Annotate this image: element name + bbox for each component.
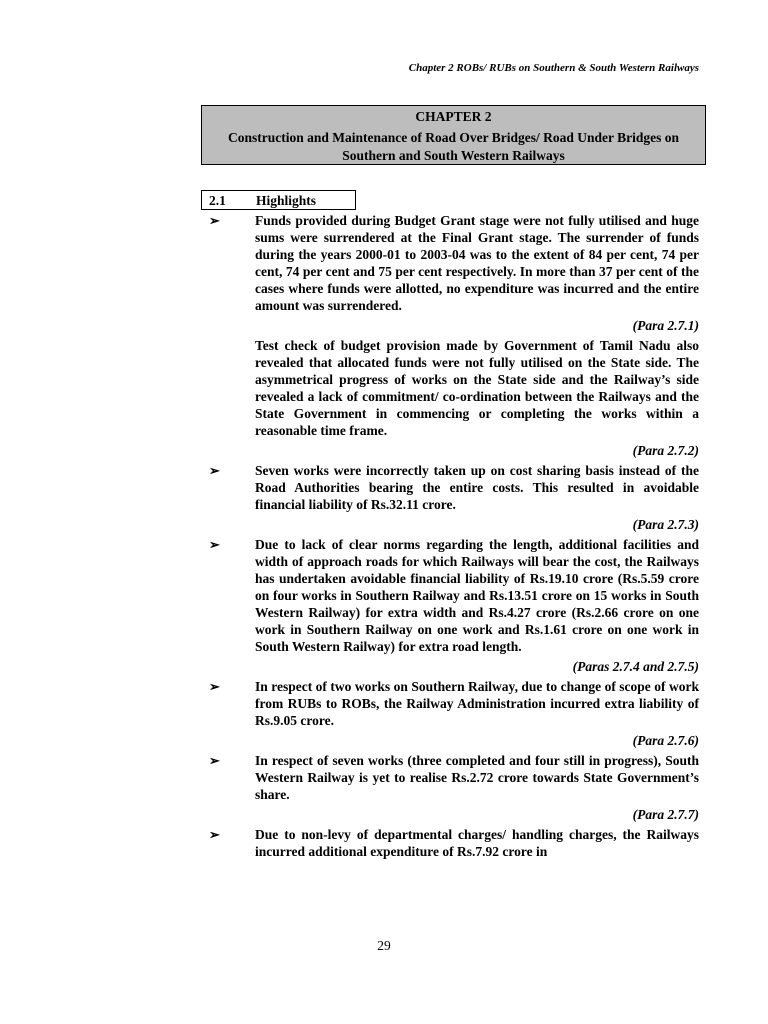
section-heading-box — [201, 190, 356, 210]
list-item — [209, 678, 699, 749]
highlights-list — [209, 212, 699, 863]
para-reference: (Paras 2.7.4 and 2.7.5) — [572, 659, 699, 674]
arrow-bullet-icon: ➢ — [209, 537, 220, 552]
chapter-title-box — [201, 105, 706, 165]
item-text: Due to lack of clear norms regarding the length, additional facilities and width of approach roads for which Railways will bear the cost, the Railways has undertaken avoidable financial liability of Rs.19.10 crore (Rs.5.59 crore on four works in Southern Railway and Rs.13.51 crore on 15 works in South Western Railway) for extra width and Rs.4.27 crore (Rs.2.66 crore on one work in Southern Railway on one work and Rs.1.61 crore on one work in South Western Railway) for extra road length. — [255, 537, 699, 654]
item-text: Seven works were incorrectly taken up on cost sharing basis instead of the Road Authorities bearing the entire costs. This resulted in avoidable financial liability of Rs.32.11 crore. — [255, 463, 699, 512]
arrow-bullet-icon: ➢ — [209, 463, 220, 478]
item-text: In respect of two works on Southern Railway, due to change of scope of work from RUBs to ROBs, the Railway Administration incurred extra liability of Rs.9.05 crore. — [255, 679, 699, 728]
section-number: 2.1 — [209, 193, 226, 208]
arrow-bullet-icon: ➢ — [209, 753, 220, 768]
chapter-number: CHAPTER 2 — [415, 109, 492, 124]
running-header: Chapter 2 ROBs/ RUBs on Southern & South Western Railways — [408, 62, 699, 74]
item-text: Due to non-levy of departmental charges/ handling charges, the Railways incurred additional expenditure of Rs.7.92 crore in — [255, 827, 699, 859]
item-text: In respect of seven works (three completed and four still in progress), South Western Railway is yet to realise Rs.2.72 crore towards State Government’s share. — [255, 753, 699, 802]
para-reference: (Para 2.7.7) — [632, 807, 699, 822]
list-item — [209, 462, 699, 533]
arrow-bullet-icon: ➢ — [209, 827, 220, 842]
chapter-title: Construction and Maintenance of Road Over Bridges/ Road Under Bridges on Southern and South Western Railways — [227, 130, 680, 163]
item-text: Test check of budget provision made by Government of Tamil Nadu also revealed that allocated funds were not fully utilised on the State side. The asymmetrical progress of works on the State side and the Railway’s side revealed a lack of commitment/ co-ordination between the Railways and the State Government in commencing or completing the works within a reasonable time frame. — [255, 338, 699, 438]
para-reference: (Para 2.7.3) — [632, 517, 699, 532]
list-item — [209, 826, 699, 860]
list-item — [209, 752, 699, 823]
list-item-continuation — [255, 337, 699, 459]
para-reference: (Para 2.7.2) — [632, 443, 699, 458]
section-title: Highlights — [256, 193, 317, 208]
list-item — [209, 536, 699, 675]
para-reference: (Para 2.7.1) — [632, 318, 699, 333]
page-number: 29 — [377, 938, 391, 953]
arrow-bullet-icon: ➢ — [209, 213, 220, 228]
arrow-bullet-icon: ➢ — [209, 679, 220, 694]
list-item — [209, 212, 699, 334]
item-text: Funds provided during Budget Grant stage were not fully utilised and huge sums were surrendered at the Final Grant stage. The surrender of funds during the years 2000-01 to 2003-04 was to the extent of 84 per cent, 74 per cent, 74 per cent and 75 per cent respectively. In more than 37 per cent of the cases where funds were allotted, no expenditure was incurred and the entire amount was surrendered. — [255, 213, 699, 313]
para-reference: (Para 2.7.6) — [632, 733, 699, 748]
